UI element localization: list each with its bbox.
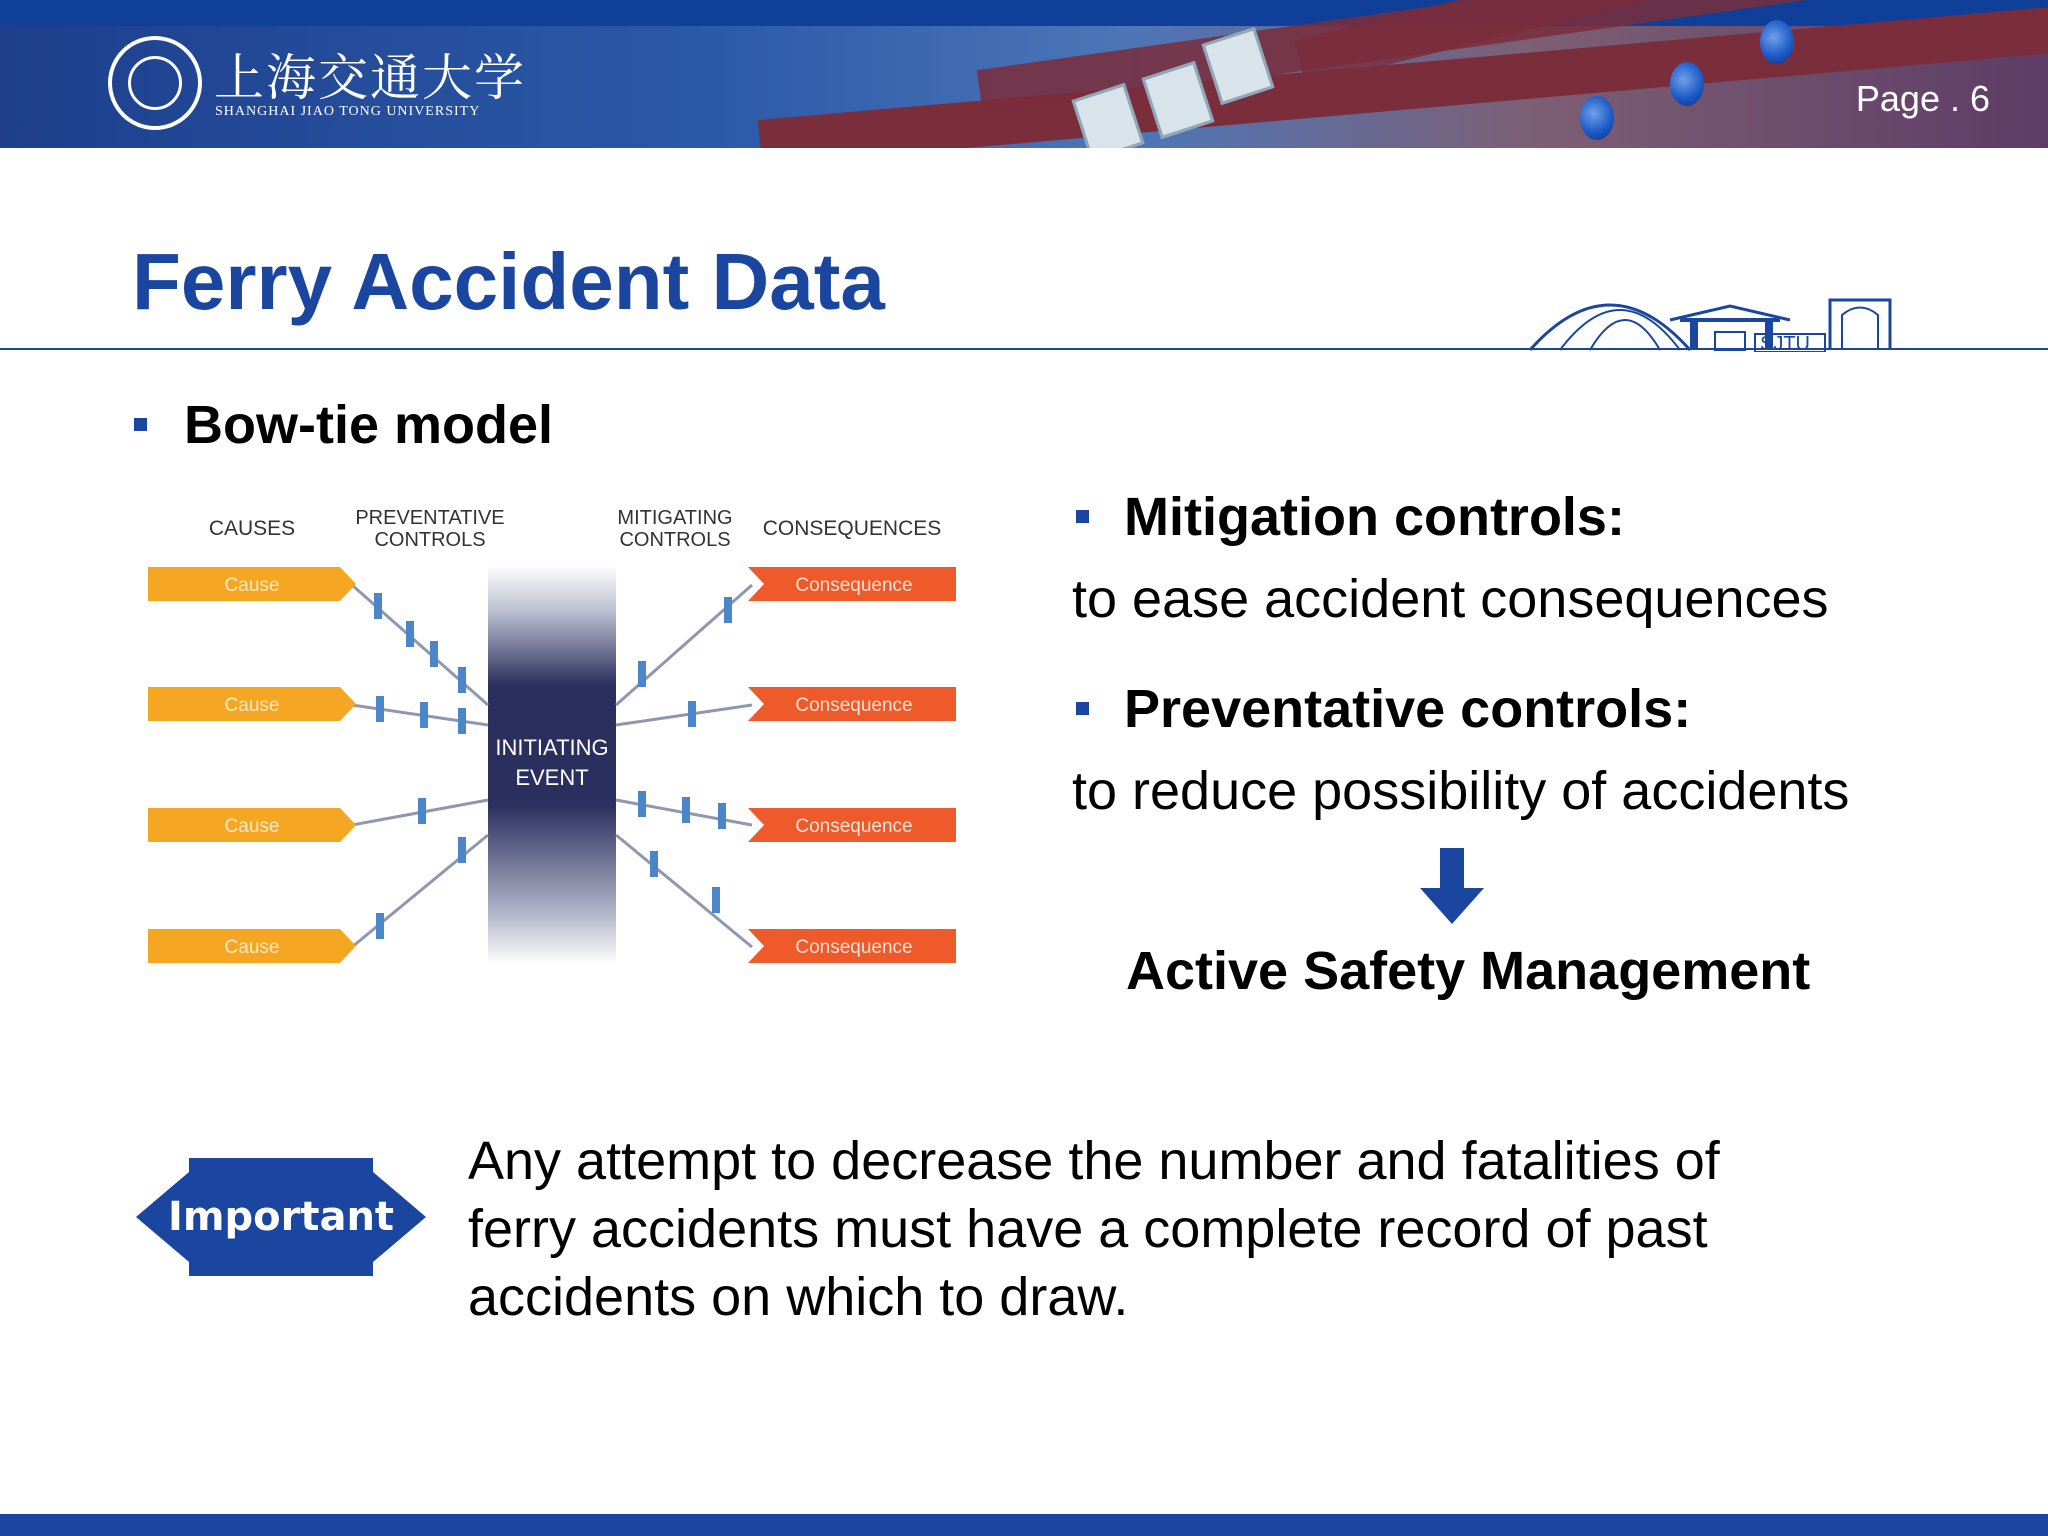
cause-label: Cause bbox=[224, 575, 280, 596]
consequence-label: Consequence bbox=[795, 575, 913, 596]
cause-label: Cause bbox=[224, 937, 280, 958]
bow-tie-diagram bbox=[140, 495, 980, 975]
preventative-control-barrier bbox=[376, 696, 384, 722]
important-text-line: ferry accidents must have a complete record of past bbox=[468, 1199, 1708, 1259]
header-banner bbox=[0, 0, 2048, 148]
active-safety-management: Active Safety Management bbox=[1126, 941, 1811, 1001]
cause-label: Cause bbox=[224, 816, 280, 837]
causes-column-header: CAUSES bbox=[208, 517, 296, 540]
lantern-icon bbox=[1760, 20, 1794, 64]
bullet-marker bbox=[1076, 702, 1089, 715]
footer-bar bbox=[0, 1514, 2048, 1536]
mitigating-control-barrier bbox=[688, 701, 696, 727]
mitigating-column-header: CONTROLS bbox=[619, 529, 731, 551]
mitigating-control-barrier bbox=[638, 791, 646, 817]
skyline-label: SJTU bbox=[1760, 333, 1810, 352]
consequences-column-header: CONSEQUENCES bbox=[762, 517, 942, 540]
important-badge-label: Important bbox=[167, 1194, 395, 1240]
bullet-marker bbox=[1076, 510, 1089, 523]
cause-label: Cause bbox=[224, 695, 280, 716]
mitigating-control-barrier bbox=[718, 803, 726, 829]
cause-arrows bbox=[148, 567, 356, 963]
consequence-label: Consequence bbox=[795, 937, 913, 958]
preventative-control-barrier bbox=[406, 621, 414, 647]
initiating-event-label: INITIATING bbox=[495, 735, 609, 760]
important-badge bbox=[136, 1158, 426, 1276]
university-name-en: SHANGHAI JIAO TONG UNIVERSITY bbox=[215, 104, 481, 119]
mitigation-description: to ease accident consequences bbox=[1072, 569, 1829, 629]
mitigating-control-barrier bbox=[712, 887, 720, 913]
university-name-cn: 上海交通大学 bbox=[214, 49, 526, 107]
preventative-control-barrier bbox=[458, 667, 466, 693]
lantern-icon bbox=[1580, 96, 1614, 140]
slide-title: Ferry Accident Data bbox=[132, 237, 885, 326]
university-seal-icon bbox=[108, 36, 202, 130]
preventative-control-barrier bbox=[376, 913, 384, 939]
down-arrow-icon bbox=[1420, 848, 1484, 924]
page-number: Page . 6 bbox=[1855, 78, 1990, 119]
preventative-control-barrier bbox=[458, 708, 466, 734]
preventative-column-header: PREVENTATIVE bbox=[355, 507, 505, 529]
consequence-arrows bbox=[748, 567, 956, 963]
consequence-label: Consequence bbox=[795, 695, 913, 716]
mitigating-control-barrier bbox=[650, 851, 658, 877]
mitigating-control-barrier bbox=[724, 597, 732, 623]
mitigating-column-header: MITIGATING bbox=[617, 507, 733, 529]
sjtu-skyline-logo bbox=[1530, 270, 2048, 352]
preventative-control-barrier bbox=[430, 641, 438, 667]
preventative-control-barrier bbox=[418, 798, 426, 824]
mitigating-control-barrier bbox=[638, 661, 646, 687]
preventative-description: to reduce possibility of accidents bbox=[1072, 761, 1850, 821]
preventative-control-barrier bbox=[458, 837, 466, 863]
consequence-label: Consequence bbox=[795, 816, 913, 837]
lantern-icon bbox=[1670, 62, 1704, 106]
preventative-control-barrier bbox=[420, 702, 428, 728]
important-text-line: accidents on which to draw. bbox=[468, 1267, 1129, 1327]
mitigation-heading: Mitigation controls: bbox=[1124, 487, 1625, 547]
mitigating-control-barrier bbox=[682, 797, 690, 823]
initiating-event-label: EVENT bbox=[515, 765, 589, 790]
preventative-column-header: CONTROLS bbox=[374, 529, 486, 551]
important-text-line: Any attempt to decrease the number and fatalities of bbox=[468, 1131, 1720, 1191]
bullet-marker bbox=[134, 418, 147, 431]
preventative-heading: Preventative controls: bbox=[1124, 679, 1692, 739]
preventative-control-barrier bbox=[374, 593, 382, 619]
bow-tie-heading: Bow-tie model bbox=[184, 395, 554, 455]
